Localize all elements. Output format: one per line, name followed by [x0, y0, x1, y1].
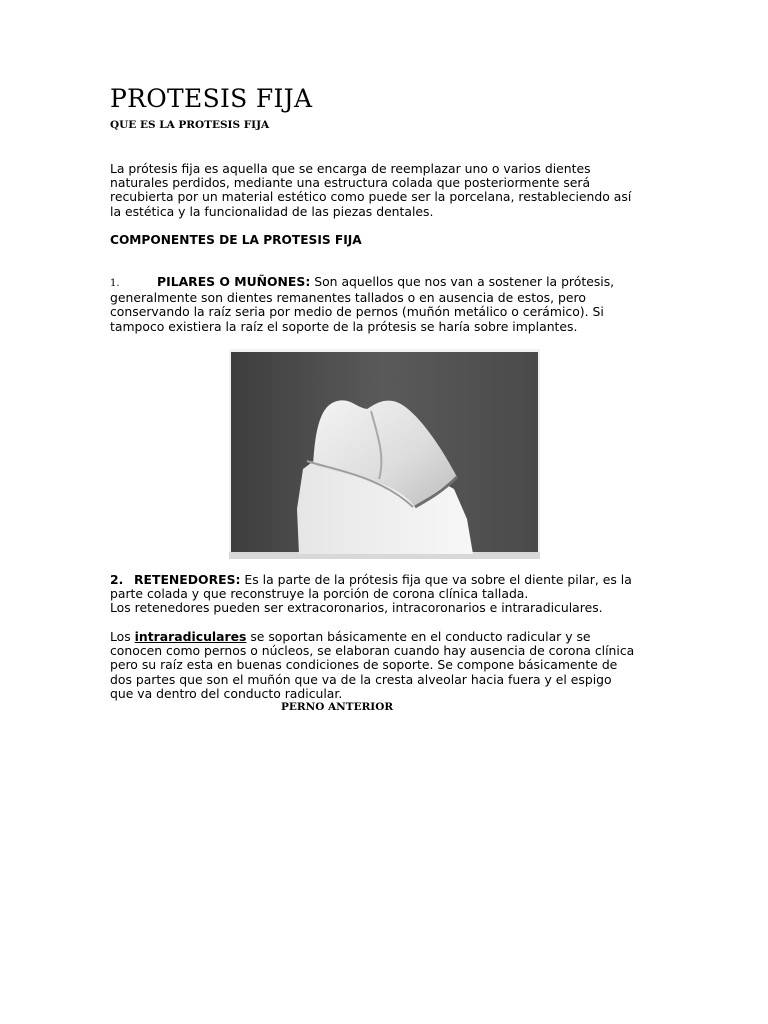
document-title: PROTESIS FIJA: [110, 84, 313, 113]
item2-line: Los retenedores pueden ser extracoronarios, intracoronarios e intraradiculares.: [110, 600, 603, 616]
item1-paragraph: [110, 275, 662, 334]
item2-number: 2.: [110, 572, 124, 587]
intro-line: La prótesis fija es aquella que se encarga de reemplazar uno o varios dientes: [110, 161, 591, 176]
item1-line: generalmente son dientes remanentes tallados o en ausencia de estos, pero: [110, 290, 586, 306]
intraradicular-line: conocen como pernos o núcleos, se elaboran cuando hay ausencia de corona clínica: [110, 643, 635, 659]
intraradicular-paragraph: [110, 630, 662, 701]
intraradicular-line: que va dentro del conducto radicular.: [110, 685, 343, 701]
figure-caption: PERNO ANTERIOR: [281, 701, 394, 713]
intro-line: recubierta por un material estético como puede ser la porcelana, restableciendo así: [110, 189, 632, 205]
item2-paragraph: [110, 573, 662, 616]
item1-line: tampoco existiera la raíz el soporte de la prótesis se haría sobre implantes.: [110, 318, 578, 334]
item1-first-line: Son aquellos que nos van a sostener la prótesis,: [310, 274, 615, 289]
components-heading: COMPONENTES DE LA PROTESIS FIJA: [110, 233, 362, 247]
intro-line: naturales perdidos, mediante una estructura colada que posteriormente será: [110, 175, 591, 191]
intro-line: la estética y la funcionalidad de las piezas dentales.: [110, 203, 434, 219]
item1-number: 1.: [110, 278, 120, 289]
item1-line: conservando la raíz seria por medio de pernos (muñón metálico o cerámico). Si: [110, 304, 604, 320]
item2-first-line: Es la parte de la prótesis fija que va sobre el diente pilar, es la: [240, 572, 632, 587]
intraradicular-lead: Los: [110, 629, 135, 644]
item2-term: RETENEDORES:: [134, 572, 241, 587]
item2-line: parte colada y que reconstruye la porción de corona clínica tallada.: [110, 586, 529, 602]
item1-term: PILARES O MUÑONES:: [157, 274, 311, 289]
tooth-photo: [229, 349, 540, 559]
document-subtitle: QUE ES LA PROTESIS FIJA: [110, 119, 270, 131]
intraradicular-first-line: se soportan básicamente en el conducto radicular y se: [246, 629, 591, 644]
intraradicular-line: pero su raíz esta en buenas condiciones de soporte. Se compone básicamente de: [110, 657, 618, 673]
intraradicular-line: dos partes que son el muñón que va de la cresta alveolar hacia fuera y el espigo: [110, 671, 612, 687]
intraradicular-term: intraradiculares: [134, 629, 247, 644]
intro-paragraph: [110, 162, 662, 219]
